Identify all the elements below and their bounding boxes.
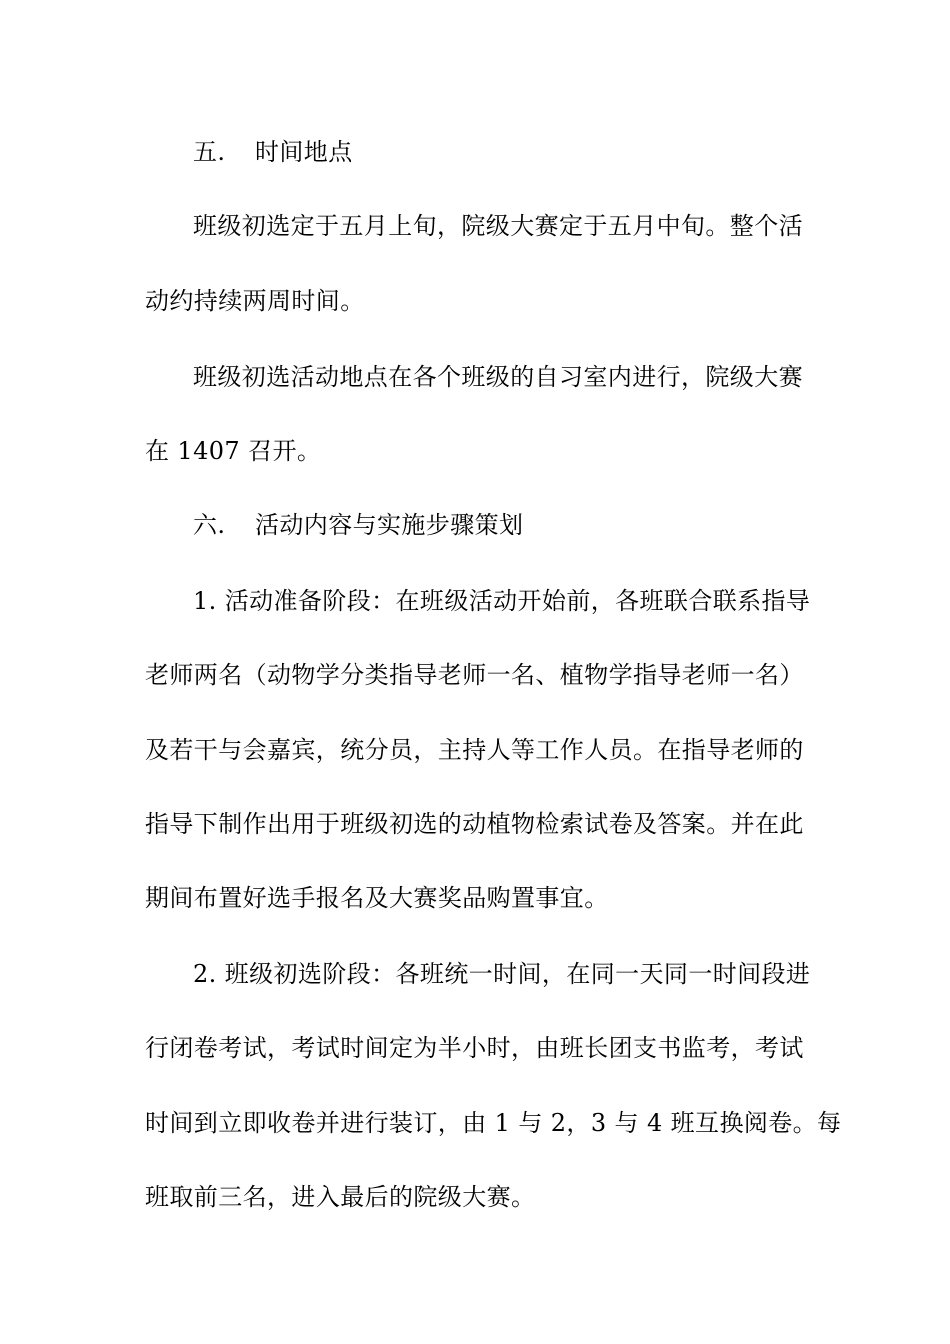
paragraph-line: 行闭卷考试，考试时间定为半小时，由班长团支书监考，考试 <box>145 1034 804 1062</box>
section-heading-5 <box>193 136 863 168</box>
paragraph-line: 时间到立即收卷并进行装订，由 1 与 2，3 与 4 班互换阅卷。每 <box>145 1109 842 1137</box>
paragraph-line: 2. 班级初选阶段：各班统一时间，在同一天同一时间段进 <box>193 960 811 988</box>
paragraph-line: 班取前三名，进入最后的院级大赛。 <box>145 1183 536 1211</box>
paragraph-line: 动约持续两周时间。 <box>145 287 365 315</box>
section-title: 时间地点 <box>255 138 353 166</box>
paragraph-line: 班级初选定于五月上旬，院级大赛定于五月中旬。整个活 <box>193 212 803 240</box>
paragraph-line: 在 1407 召开。 <box>145 437 322 465</box>
section-title: 活动内容与实施步骤策划 <box>255 511 524 539</box>
paragraph-line: 1. 活动准备阶段：在班级活动开始前，各班联合联系指导 <box>193 587 811 615</box>
paragraph-line: 老师两名（动物学分类指导老师一名、植物学指导老师一名） <box>145 661 804 689</box>
section-number: 五. <box>193 138 226 166</box>
paragraph-line: 期间布置好选手报名及大赛奖品购置事宜。 <box>145 884 609 912</box>
paragraph-line: 班级初选活动地点在各个班级的自习室内进行，院级大赛 <box>193 363 803 391</box>
section-heading-6 <box>193 509 863 541</box>
paragraph-line: 指导下制作出用于班级初选的动植物检索试卷及答案。并在此 <box>145 810 804 838</box>
paragraph-line: 及若干与会嘉宾，统分员，主持人等工作人员。在指导老师的 <box>145 736 804 764</box>
section-number: 六. <box>193 511 226 539</box>
